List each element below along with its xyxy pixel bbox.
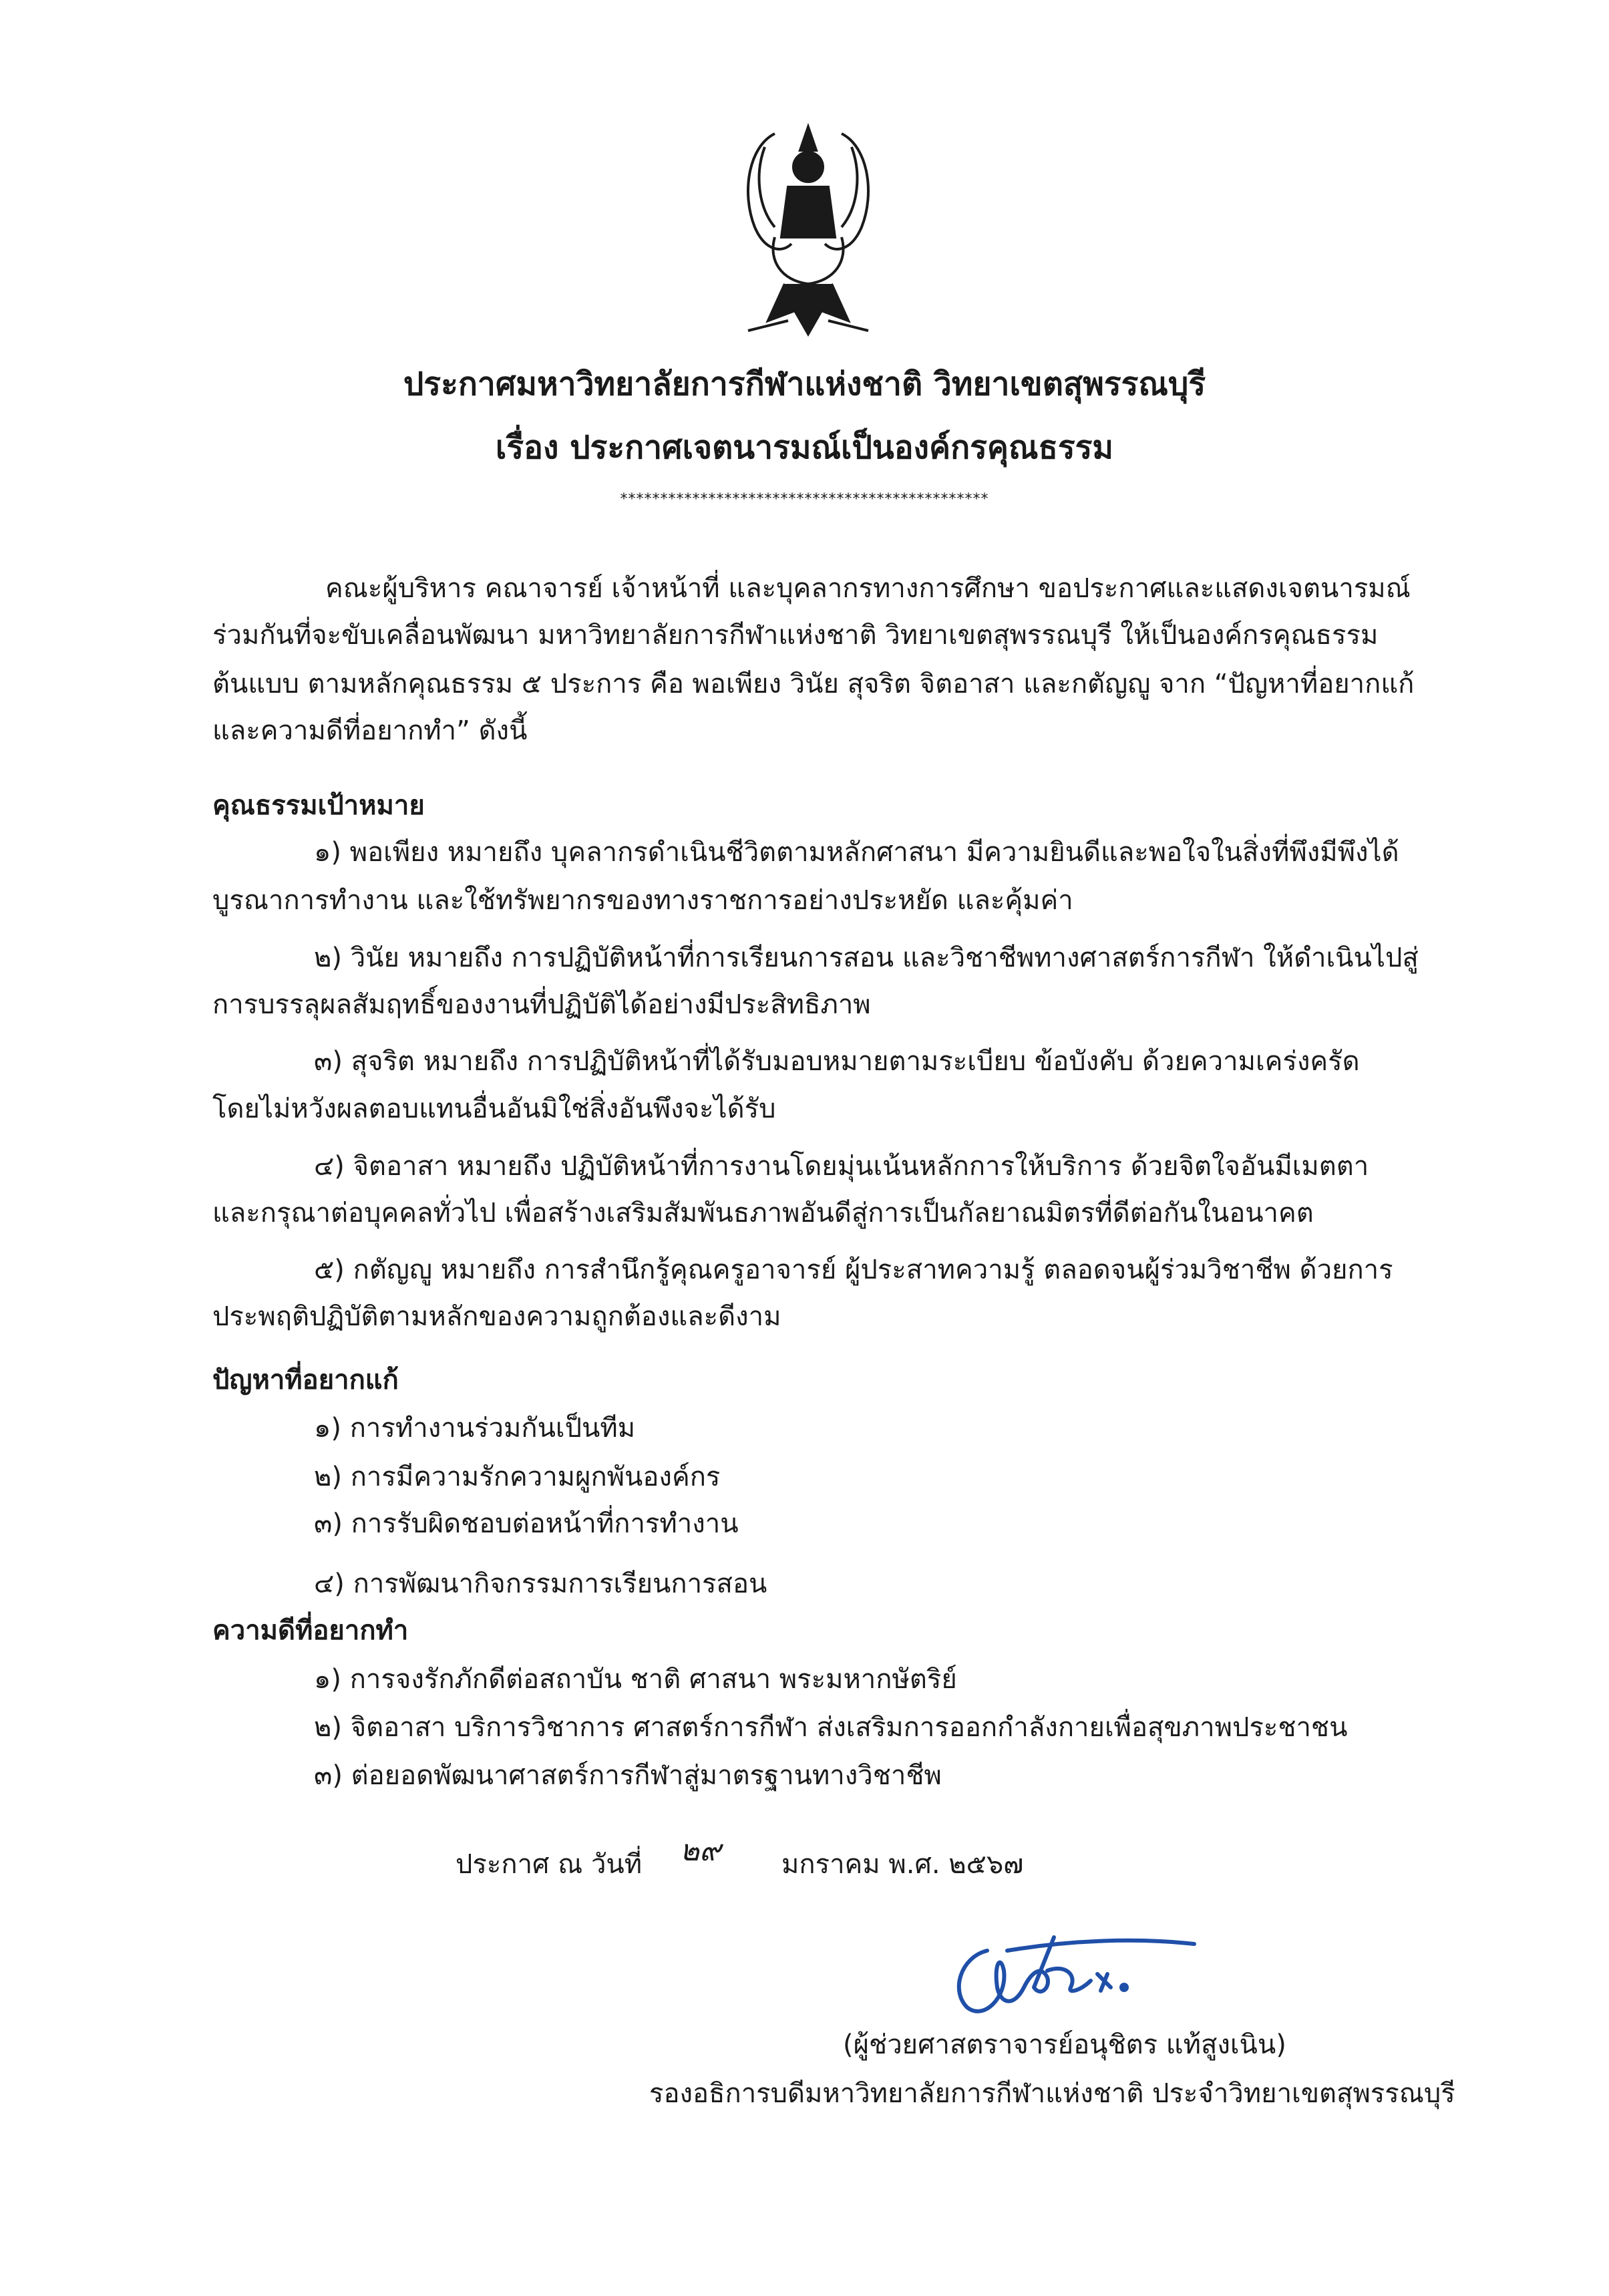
signatory-position: รองอธิการบดีมหาวิทยาลัยการกีฬาแห่งชาติ ประจำวิทยาเขตสุพรรณบุรี <box>649 2078 1455 2109</box>
intro-line-3: ต้นแบบ ตามหลักคุณธรรม ๕ ประการ คือ พอเพียง วินัย สุจริต จิตอาสา และกตัญญู จาก “ปัญหาที่อยากแก้ <box>212 669 1415 699</box>
virtue-2-line-2: การบรรลุผลสัมฤทธิ์ของงานที่ปฏิบัติได้อย่างมีประสิทธิภาพ <box>212 989 871 1020</box>
virtue-1-line-2: บูรณาการทำงาน และใช้ทรัพยากรของทางราชการอย่างประหยัด และคุ้มค่า <box>212 885 1073 916</box>
virtue-4-line-1: ๔) จิตอาสา หมายถึง ปฏิบัติหน้าที่การงานโดยมุ่นเน้นหลักการให้บริการ ด้วยจิตใจอันมีเมตตา <box>314 1151 1369 1182</box>
virtues-heading: คุณธรรมเป้าหมาย <box>212 790 425 821</box>
problem-item-3: ๓) การรับผิดชอบต่อหน้าที่การทำงาน <box>314 1508 739 1539</box>
date-prefix: ประกาศ ณ วันที่ <box>456 1849 643 1880</box>
intro-line-1: คณะผู้บริหาร คณาจารย์ เจ้าหน้าที่ และบุคลากรทางการศึกษา ขอประกาศและแสดงเจตนารมณ์ <box>325 573 1411 604</box>
announcement-subject: เรื่อง ประกาศเจตนารมณ์เป็นองค์กรคุณธรรม <box>495 429 1114 466</box>
goodness-item-1: ๑) การจงรักภักดีต่อสถาบัน ชาติ ศาสนา พระมหากษัตริย์ <box>314 1664 957 1695</box>
problem-item-2: ๒) การมีความรักความผูกพันองค์กร <box>314 1462 721 1492</box>
date-month-year: มกราคม พ.ศ. ๒๕๖๗ <box>781 1849 1024 1880</box>
date-day-handwritten: ๒๙ <box>680 1834 721 1868</box>
problem-item-1: ๑) การทำงานร่วมกันเป็นทีม <box>314 1413 636 1444</box>
intro-line-2: ร่วมกันที่จะขับเคลื่อนพัฒนา มหาวิทยาลัยการกีฬาแห่งชาติ วิทยาเขตสุพรรณบุรี ให้เป็นองค์กรคุณธรรม <box>212 620 1379 651</box>
handwritten-signature-icon <box>947 1924 1201 2024</box>
goodness-item-3: ๓) ต่อยอดพัฒนาศาสตร์การกีฬาสู่มาตรฐานทางวิชาชีพ <box>314 1760 942 1791</box>
signatory-name: (ผู้ช่วยศาสตราจารย์อนุชิตร แท้สูงเนิน) <box>843 2029 1286 2060</box>
virtue-3-line-1: ๓) สุจริต หมายถึง การปฏิบัติหน้าที่ได้รับมอบหมายตามระเบียบ ข้อบังคับ ด้วยความเคร่งครัด <box>314 1046 1360 1077</box>
problems-heading: ปัญหาที่อยากแก้ <box>212 1365 399 1396</box>
goodness-item-2: ๒) จิตอาสา บริการวิชาการ ศาสตร์การกีฬา ส่งเสริมการออกกำลังกายเพื่อสุขภาพประชาชน <box>314 1712 1348 1743</box>
title-separator: ********************************************** <box>620 491 989 508</box>
virtue-1-line-1: ๑) พอเพียง หมายถึง บุคลากรดำเนินชีวิตตามหลักศาสนา มีความยินดีและพอใจในสิ่งที่พึงมีพึงได้ <box>314 837 1399 868</box>
virtue-5-line-1: ๕) กตัญญู หมายถึง การสำนึกรู้คุณครูอาจารย์ ผู้ประสาทความรู้ ตลอดจนผู้ร่วมวิชาชีพ ด้วยการ <box>314 1255 1393 1285</box>
intro-line-4: และความดีที่อยากทำ” ดังนี้ <box>212 715 528 746</box>
virtue-2-line-1: ๒) วินัย หมายถึง การปฏิบัติหน้าที่การเรียนการสอน และวิชาชีพทางศาสตร์การกีฬา ให้ดำเนินไปสู่ <box>314 943 1419 973</box>
virtue-3-line-2: โดยไม่หวังผลตอบแทนอื่นอันมิใช่สิ่งอันพึงจะได้รับ <box>212 1094 776 1124</box>
announcement-title: ประกาศมหาวิทยาลัยการกีฬาแห่งชาติ วิทยาเขตสุพรรณบุรี <box>403 365 1206 403</box>
goodness-heading: ความดีที่อยากทำ <box>212 1615 409 1646</box>
virtue-4-line-2: และกรุณาต่อบุคคลทั่วไป เพื่อสร้างเสริมสัมพันธภาพอันดีสู่การเป็นกัลยาณมิตรที่ดีต่อกันในอนาคต <box>212 1198 1314 1228</box>
virtue-5-line-2: ประพฤติปฏิบัติตามหลักของความถูกต้องและดีงาม <box>212 1301 781 1332</box>
garuda-emblem-icon <box>728 120 888 344</box>
problem-item-4: ๔) การพัฒนากิจกรรมการเรียนการสอน <box>314 1569 767 1599</box>
